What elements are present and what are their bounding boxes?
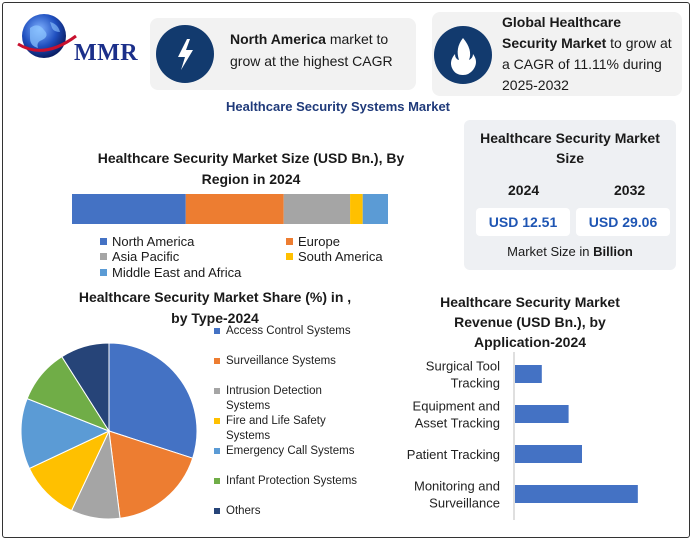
legend-label: South America [298, 249, 383, 264]
legend-swatch [100, 253, 107, 260]
legend-label: Asia Pacific [112, 249, 180, 264]
region-stacked-bar [72, 194, 388, 224]
application-bar-chart [400, 352, 680, 522]
lightning-icon [156, 25, 214, 83]
legend-swatch [214, 328, 220, 334]
page-title: Healthcare Security Systems Market [226, 99, 451, 114]
region-bar-segment-asia-pacific [284, 194, 350, 224]
application-bar-surgical-tool-tracking [515, 365, 542, 383]
highlight-card-north-america [150, 18, 416, 90]
legend-label: Europe [298, 234, 340, 249]
flame-icon [434, 26, 492, 84]
legend-swatch [214, 388, 220, 394]
legend-label: Emergency Call Systems [226, 445, 355, 457]
region-legend-item-asia-pacific [100, 249, 179, 264]
card2-text: Global Healthcare Security Market to grow at a CAGR of 11.11% during 2025-2032 [502, 14, 672, 93]
market-size-unit: Market Size in Billion [507, 244, 633, 259]
region-legend-item-europe [286, 234, 340, 249]
type-legend-item-fire-and-life-safety-systems [214, 414, 364, 444]
application-bar-monitoring-and-surveillance [515, 485, 638, 503]
type-legend-item-infant-protection-systems [214, 474, 364, 489]
region-bar-segment-south-america [350, 194, 363, 224]
application-tick-label-equipment-and-asset-tracking: Equipment and Asset Tracking [412, 398, 500, 431]
region-bar-segment-middle-east-and-africa [363, 194, 388, 224]
legend-label: Access Control Systems [226, 325, 351, 337]
legend-label: North America [112, 234, 195, 249]
legend-label: Infant Protection Systems [226, 475, 358, 487]
legend-swatch [214, 448, 220, 454]
value-2032: USD 29.06 [576, 208, 670, 236]
legend-swatch [214, 508, 220, 514]
legend-swatch [214, 418, 220, 424]
legend-swatch [100, 269, 107, 276]
legend-label: Surveillance Systems [226, 355, 336, 367]
type-chart-title: Healthcare Security Market Share (%) in , by Type-2024 [78, 289, 352, 326]
market-size-title: Healthcare Security Market Size [480, 130, 660, 166]
region-chart-title: Healthcare Security Market Size (USD Bn.), By Region in 2024 [97, 150, 405, 187]
application-chart-title: Healthcare Security Market Revenue (USD Bn.), by Application-2024 [440, 294, 620, 350]
type-legend-item-intrusion-detection-systems [214, 384, 364, 414]
region-legend-item-north-america [100, 234, 194, 249]
region-bar-segment-north-america [72, 194, 186, 224]
legend-label: Middle East and Africa [112, 265, 242, 280]
year-2024: 2024 [508, 182, 540, 198]
market-size-panel [464, 120, 676, 270]
application-tick-label-patient-tracking: Patient Tracking [406, 447, 500, 462]
legend-swatch [100, 238, 107, 245]
region-legend-item-south-america [286, 249, 383, 264]
legend-swatch [214, 478, 220, 484]
globe-icon [12, 10, 82, 66]
legend-swatch [214, 358, 220, 364]
region-bar-segment-europe [186, 194, 284, 224]
legend-swatch [286, 253, 293, 260]
application-tick-label-surgical-tool-tracking: Surgical Tool Tracking [425, 358, 500, 391]
application-bar-patient-tracking [515, 445, 582, 463]
application-tick-label-monitoring-and-surveillance: Monitoring and Surveillance [414, 478, 500, 511]
legend-label: Intrusion Detection Systems [226, 385, 322, 412]
value-2024: USD 12.51 [476, 208, 570, 236]
application-bar-equipment-and-asset-tracking [515, 405, 569, 423]
mmr-logo [12, 10, 138, 66]
year-2032: 2032 [614, 182, 646, 198]
region-legend-item-middle-east-and-africa [100, 265, 241, 280]
type-legend-item-others [214, 504, 364, 519]
card1-text: North America market to grow at the highest CAGR [230, 31, 393, 69]
legend-swatch [286, 238, 293, 245]
type-pie-chart [18, 328, 202, 534]
legend-label: Fire and Life Safety Systems [226, 415, 326, 442]
legend-label: Others [226, 505, 261, 517]
highlight-card-global-cagr [432, 12, 682, 96]
type-legend-item-access-control-systems [214, 324, 364, 339]
type-legend-item-emergency-call-systems [214, 444, 364, 459]
logo-text: MMR [74, 40, 139, 66]
type-legend-item-surveillance-systems [214, 354, 364, 369]
